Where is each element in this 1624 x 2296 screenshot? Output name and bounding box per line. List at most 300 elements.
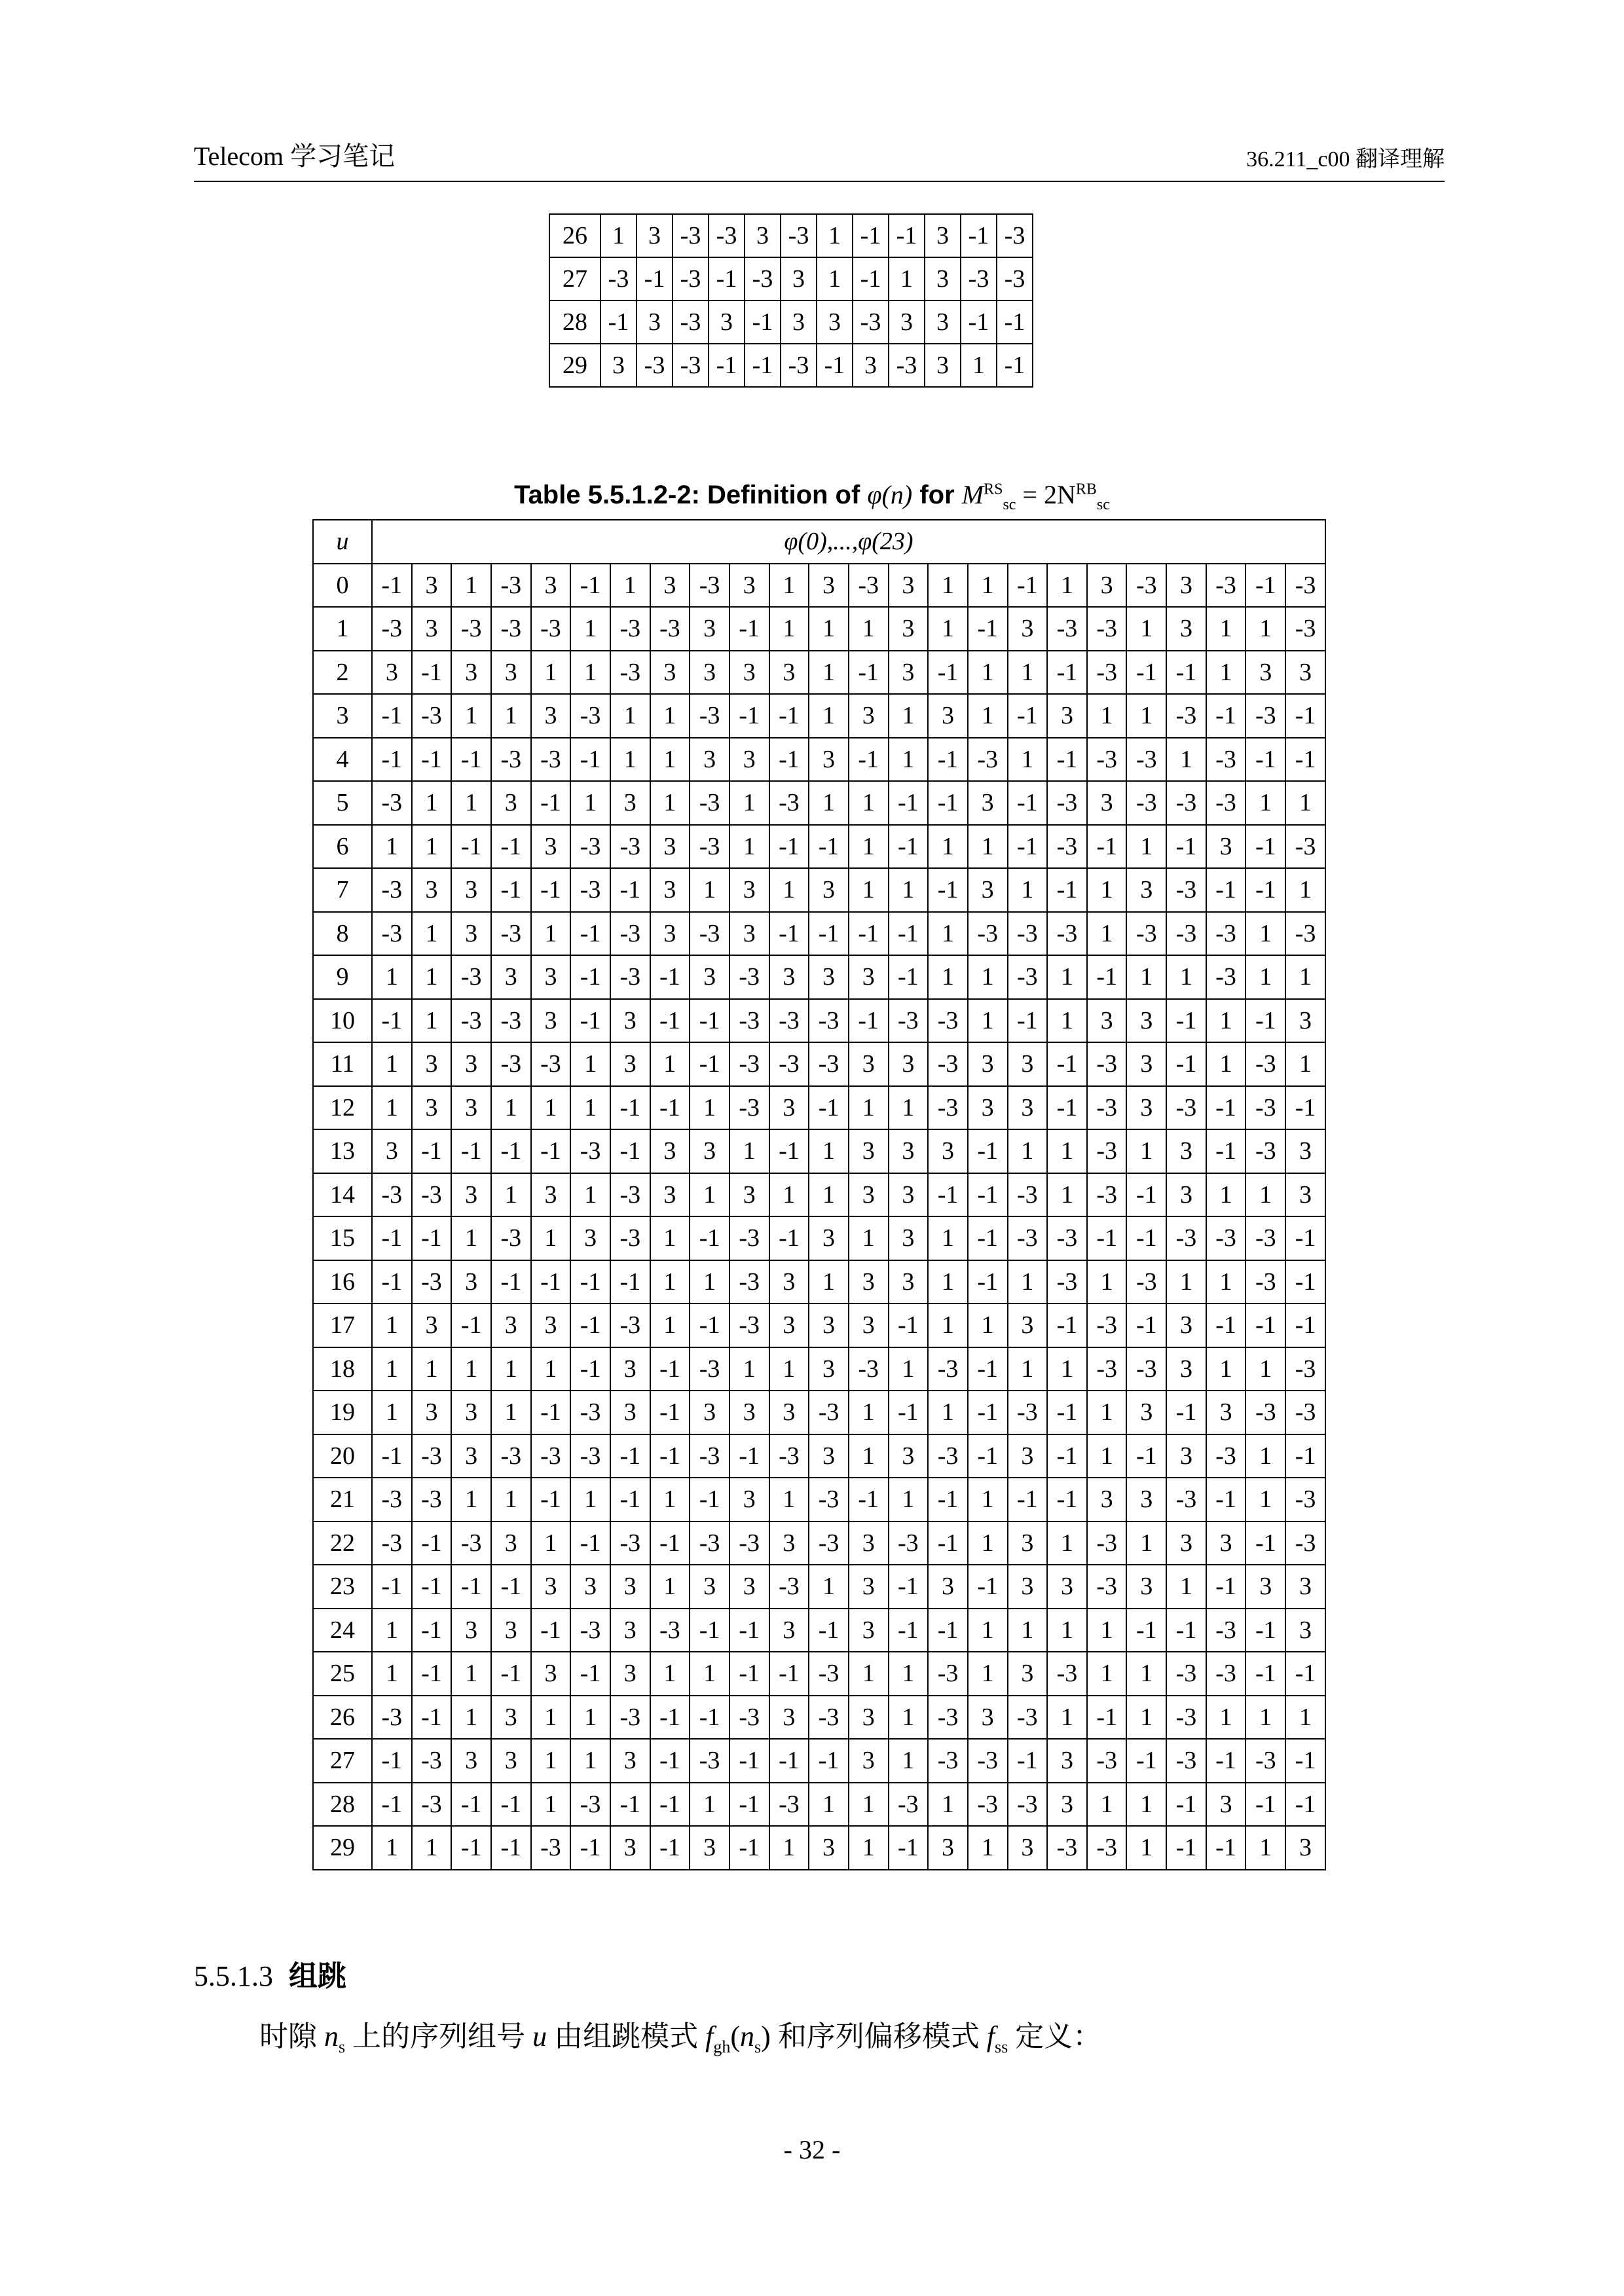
table-cell: 3 [531, 955, 571, 999]
table-cell: 3 [769, 1391, 809, 1434]
table-cell: -1 [968, 1391, 1008, 1434]
table-cell: -3 [451, 607, 491, 651]
table-cell: 1 [849, 868, 889, 912]
table-cell: -3 [600, 257, 637, 301]
table-cell: 1 [889, 1739, 929, 1783]
table-cell: -3 [1206, 1609, 1246, 1652]
table-cell: 3 [1166, 1434, 1206, 1478]
table-cell: -1 [729, 1609, 769, 1652]
table-cell: 1 [531, 1783, 571, 1827]
table-cell: -1 [570, 1652, 610, 1696]
table-cell: -3 [1126, 912, 1166, 956]
table-cell: 1 [729, 1347, 769, 1391]
table-row [313, 781, 1325, 825]
table-cell: -3 [491, 738, 531, 782]
table-cell: -1 [1047, 1086, 1087, 1130]
table-cell: -3 [928, 1434, 968, 1478]
table-cell: -1 [1206, 868, 1246, 912]
table-cell: 1 [928, 607, 968, 651]
table-cell: 1 [729, 825, 769, 869]
table-cell: 3 [849, 1042, 889, 1086]
table-cell: 3 [690, 1826, 729, 1870]
table-cell: -3 [1087, 738, 1127, 782]
row-index-cell: 22 [313, 1522, 372, 1565]
row-index-cell: 6 [313, 825, 372, 869]
table-cell: -3 [781, 344, 817, 387]
table-cell: 3 [412, 607, 452, 651]
table-row [313, 1609, 1325, 1652]
table-cell: -1 [650, 1522, 690, 1565]
table-cell: -1 [1087, 1216, 1127, 1260]
table-cell: -1 [570, 564, 610, 608]
table-cell: 3 [372, 1129, 412, 1173]
table-cell: -3 [412, 1478, 452, 1522]
table-cell: -1 [769, 912, 809, 956]
table-cell: -3 [729, 1216, 769, 1260]
table-cell: 1 [600, 214, 637, 257]
table-cell: 3 [889, 1129, 929, 1173]
table-cell: -1 [961, 214, 997, 257]
table-cell: -1 [729, 1434, 769, 1478]
table-cell: -3 [1008, 1216, 1048, 1260]
table-cell: 3 [769, 1522, 809, 1565]
table-cell: -3 [1285, 825, 1325, 869]
table-cell: 3 [1008, 1522, 1048, 1565]
table-cell: 1 [690, 1652, 729, 1696]
table-cell: 1 [889, 1086, 929, 1130]
table-cell: 1 [769, 1173, 809, 1217]
table-cell: -3 [1246, 1129, 1285, 1173]
table-cell: 1 [809, 651, 849, 695]
table-cell: -3 [1246, 1042, 1285, 1086]
table-cell: -3 [690, 1522, 729, 1565]
table-cell: -1 [1087, 955, 1127, 999]
table-row [313, 607, 1325, 651]
table-header-row [313, 520, 1325, 564]
table-cell: -3 [1008, 1783, 1048, 1827]
table-cell: 1 [491, 1173, 531, 1217]
table-cell: -1 [1206, 1303, 1246, 1347]
table-cell: 1 [968, 564, 1008, 608]
row-index-cell: 28 [549, 301, 600, 344]
table-cell: -1 [570, 738, 610, 782]
table-cell: 1 [1008, 1129, 1048, 1173]
table-cell: -3 [1246, 1391, 1285, 1434]
table-cell: 1 [570, 1042, 610, 1086]
table-cell: 3 [809, 868, 849, 912]
table-cell: -3 [531, 1434, 571, 1478]
table-cell: -3 [928, 1042, 968, 1086]
table-cell: -3 [1246, 1260, 1285, 1304]
table-cell: -3 [1166, 1652, 1206, 1696]
table-cell: 3 [1126, 1086, 1166, 1130]
table-cell: 1 [650, 1303, 690, 1347]
row-index-cell: 27 [313, 1739, 372, 1783]
table-cell: -1 [451, 738, 491, 782]
table-cell: -3 [1206, 781, 1246, 825]
table-cell: 1 [889, 868, 929, 912]
table-cell: -3 [1126, 1347, 1166, 1391]
table-cell: -1 [1008, 1739, 1048, 1783]
table-cell: 3 [531, 825, 571, 869]
table-cell: 1 [531, 1216, 571, 1260]
table-cell: 1 [531, 651, 571, 695]
table-cell: 3 [1087, 999, 1127, 1043]
table-cell: 3 [781, 257, 817, 301]
table-cell: 3 [451, 1609, 491, 1652]
table-cell: 3 [451, 868, 491, 912]
table-cell: -3 [412, 1434, 452, 1478]
table-cell: -3 [781, 214, 817, 257]
table-row [313, 1347, 1325, 1391]
table-cell: -3 [1087, 1826, 1127, 1870]
table-cell: -1 [769, 694, 809, 738]
table-cell: 3 [1285, 1173, 1325, 1217]
row-index-cell: 15 [313, 1216, 372, 1260]
table-row [313, 738, 1325, 782]
table-cell: -1 [889, 825, 929, 869]
table-cell: -1 [1246, 1652, 1285, 1696]
table-cell: -3 [1206, 1216, 1246, 1260]
table-cell: 3 [491, 1609, 531, 1652]
table-cell: 3 [650, 564, 690, 608]
table-cell: 3 [1246, 651, 1285, 695]
table-cell: 1 [1285, 955, 1325, 999]
table-cell: -1 [412, 1565, 452, 1609]
table-cell: 3 [1008, 1652, 1048, 1696]
table-cell: -3 [412, 1783, 452, 1827]
table-cell: -3 [729, 1696, 769, 1740]
table-cell: -1 [889, 1303, 929, 1347]
table-cell: -1 [1008, 781, 1048, 825]
table-cell: 3 [769, 1609, 809, 1652]
table-cell: -3 [1206, 738, 1246, 782]
table-cell: 3 [781, 301, 817, 344]
table-cell: 3 [690, 651, 729, 695]
table-cell: 3 [600, 344, 637, 387]
continuation-table [549, 213, 1033, 388]
table-cell: 1 [729, 1129, 769, 1173]
table-cell: -1 [849, 1478, 889, 1522]
table-cell: 1 [849, 781, 889, 825]
table-cell: -3 [1047, 607, 1087, 651]
table-cell: 3 [729, 868, 769, 912]
table-cell: 3 [491, 955, 531, 999]
table-cell: -1 [372, 1783, 412, 1827]
table-cell: 1 [809, 694, 849, 738]
table-cell: 3 [1047, 1739, 1087, 1783]
table-cell: -3 [491, 607, 531, 651]
table-cell: 1 [1246, 912, 1285, 956]
table-cell: 3 [610, 1042, 650, 1086]
table-cell: -1 [1285, 738, 1325, 782]
table-cell: -1 [1285, 1303, 1325, 1347]
table-cell: 1 [412, 999, 452, 1043]
table-cell: 3 [650, 1129, 690, 1173]
table-cell: 1 [451, 781, 491, 825]
table-cell: -1 [451, 825, 491, 869]
table-cell: 1 [1087, 1652, 1127, 1696]
table-cell: 3 [889, 1173, 929, 1217]
table-cell: 3 [1126, 999, 1166, 1043]
table-cell: -3 [769, 1565, 809, 1609]
table-cell: -3 [451, 999, 491, 1043]
table-cell: -3 [729, 1086, 769, 1130]
table-cell: -1 [769, 738, 809, 782]
table-cell: 3 [690, 1391, 729, 1434]
table-cell: 1 [1047, 955, 1087, 999]
table-cell: 1 [968, 955, 1008, 999]
table-cell: 3 [531, 564, 571, 608]
table-cell: -3 [928, 1696, 968, 1740]
table-cell: -3 [531, 607, 571, 651]
table-cell: -3 [1126, 1260, 1166, 1304]
table-cell: -1 [968, 1347, 1008, 1391]
table-cell: -1 [817, 344, 853, 387]
table-cell: 1 [1285, 781, 1325, 825]
table-cell: -3 [1166, 868, 1206, 912]
table-cell: 1 [412, 781, 452, 825]
table-cell: 3 [1166, 1303, 1206, 1347]
header-u: u [313, 520, 372, 564]
table-cell: 3 [968, 1042, 1008, 1086]
table-cell: -3 [610, 955, 650, 999]
table-cell: 3 [849, 1303, 889, 1347]
table-cell: -3 [1285, 607, 1325, 651]
table-cell: 3 [1087, 564, 1127, 608]
table-cell: 3 [412, 1086, 452, 1130]
table-cell: -3 [729, 955, 769, 999]
table-cell: 3 [809, 955, 849, 999]
table-cell: 3 [849, 1739, 889, 1783]
table-cell: 1 [1008, 738, 1048, 782]
table-cell: -3 [1047, 912, 1087, 956]
table-cell: -1 [709, 257, 745, 301]
table-cell: -3 [610, 1696, 650, 1740]
table-cell: -1 [745, 344, 781, 387]
table-cell: -3 [1206, 1434, 1246, 1478]
table-cell: 3 [1166, 564, 1206, 608]
table-cell: -3 [412, 1739, 452, 1783]
table-cell: 3 [849, 1565, 889, 1609]
table-cell: 1 [1087, 1260, 1127, 1304]
table-cell: 1 [1126, 955, 1166, 999]
table-row [313, 1173, 1325, 1217]
table-cell: -1 [849, 651, 889, 695]
table-cell: 3 [925, 301, 961, 344]
table-cell: 3 [729, 1173, 769, 1217]
table-cell: -1 [997, 344, 1033, 387]
table-cell: 3 [809, 1347, 849, 1391]
table-cell: -1 [849, 912, 889, 956]
table-cell: -1 [968, 1173, 1008, 1217]
table-cell: -3 [968, 1783, 1008, 1827]
table-cell: -1 [928, 1522, 968, 1565]
table-row [313, 1783, 1325, 1827]
table-cell: 3 [1206, 1783, 1246, 1827]
table-cell: 1 [531, 1347, 571, 1391]
table-cell: -3 [809, 1696, 849, 1740]
table-cell: 1 [1087, 1609, 1127, 1652]
table-cell: 1 [451, 1696, 491, 1740]
row-index-cell: 5 [313, 781, 372, 825]
table-cell: 1 [570, 1739, 610, 1783]
table-cell: -1 [1285, 694, 1325, 738]
table-cell: 1 [968, 1478, 1008, 1522]
table-cell: -1 [1047, 1303, 1087, 1347]
table-cell: -1 [531, 868, 571, 912]
table-cell: -1 [1246, 1783, 1285, 1827]
table-cell: 1 [1285, 1696, 1325, 1740]
table-cell: -1 [729, 1652, 769, 1696]
table-row [313, 1739, 1325, 1783]
table-cell: -3 [809, 1522, 849, 1565]
table-cell: 3 [650, 912, 690, 956]
table-cell: 3 [1206, 1522, 1246, 1565]
table-cell: -1 [372, 1739, 412, 1783]
table-cell: 3 [1246, 1565, 1285, 1609]
table-cell: 3 [769, 1303, 809, 1347]
table-cell: 1 [1206, 651, 1246, 695]
table-row [313, 868, 1325, 912]
table-cell: 1 [769, 1478, 809, 1522]
table-cell: -1 [968, 1216, 1008, 1260]
table-cell: -1 [1087, 825, 1127, 869]
table-cell: 3 [925, 214, 961, 257]
table-cell: -3 [372, 1478, 412, 1522]
table-cell: 1 [1206, 1696, 1246, 1740]
table-cell: -3 [1206, 564, 1246, 608]
table-cell: 1 [531, 1086, 571, 1130]
table-cell: -1 [570, 1347, 610, 1391]
table-cell: -3 [1047, 1826, 1087, 1870]
table-cell: -1 [1246, 868, 1285, 912]
table-cell: 1 [412, 1826, 452, 1870]
table-cell: 3 [491, 1522, 531, 1565]
table-cell: -3 [610, 651, 650, 695]
table-cell: -3 [673, 257, 709, 301]
table-cell: 1 [849, 1391, 889, 1434]
table-cell: 1 [451, 1478, 491, 1522]
header-left-title: Telecom 学习笔记 [194, 141, 396, 171]
table-cell: 1 [1047, 999, 1087, 1043]
table-row [313, 1434, 1325, 1478]
table-cell: -1 [650, 1086, 690, 1130]
table-cell: 3 [412, 1391, 452, 1434]
table-cell: -3 [1087, 1347, 1127, 1391]
table-cell: -1 [928, 738, 968, 782]
table-cell: -1 [690, 999, 729, 1043]
table-cell: -3 [729, 1522, 769, 1565]
table-cell: 1 [1047, 1173, 1087, 1217]
table-cell: -1 [1285, 1652, 1325, 1696]
table-cell: -3 [961, 257, 997, 301]
header-phi: φ(0),...,φ(23) [372, 520, 1325, 564]
table-cell: -1 [412, 1522, 452, 1565]
table-cell: -3 [769, 1434, 809, 1478]
table-row [313, 1260, 1325, 1304]
table-cell: 1 [531, 1739, 571, 1783]
table-cell: -3 [570, 1783, 610, 1827]
table-cell: -1 [600, 301, 637, 344]
table-cell: -1 [491, 1129, 531, 1173]
table-cell: -1 [1166, 651, 1206, 695]
table-cell: 3 [889, 564, 929, 608]
table-cell: -3 [570, 825, 610, 869]
table-cell: 1 [1126, 1522, 1166, 1565]
table-cell: -3 [1047, 1216, 1087, 1260]
table-cell: 3 [1008, 1303, 1048, 1347]
table-cell: -1 [889, 1565, 929, 1609]
table-cell: -1 [650, 1434, 690, 1478]
table-cell: 3 [1126, 1391, 1166, 1434]
table-cell: -1 [372, 1260, 412, 1304]
table-cell: -3 [1285, 1347, 1325, 1391]
table-cell: 1 [451, 1216, 491, 1260]
table-cell: 3 [650, 1173, 690, 1217]
table-cell: -1 [531, 1391, 571, 1434]
table-cell: 1 [769, 1826, 809, 1870]
table-cell: -1 [1008, 694, 1048, 738]
table-cell: -1 [690, 1478, 729, 1522]
table-cell: 3 [1008, 607, 1048, 651]
table-row [313, 1216, 1325, 1260]
table-cell: -3 [650, 1609, 690, 1652]
section-number: 5.5.1.3 [194, 1960, 273, 1992]
table-cell: 3 [451, 651, 491, 695]
table-cell: 3 [1008, 1826, 1048, 1870]
table-cell: 3 [650, 825, 690, 869]
table-cell: -1 [1087, 1696, 1127, 1740]
table-cell: -3 [1087, 1739, 1127, 1783]
row-index-cell: 29 [313, 1826, 372, 1870]
table-cell: -3 [1008, 1173, 1048, 1217]
table-cell: -1 [570, 955, 610, 999]
table-row [313, 1696, 1325, 1740]
table-cell: 1 [769, 868, 809, 912]
table-cell: -1 [1126, 1173, 1166, 1217]
table-cell: -3 [1285, 564, 1325, 608]
table-cell: 3 [849, 1696, 889, 1740]
table-cell: -1 [1246, 999, 1285, 1043]
table-cell: 1 [1126, 1826, 1166, 1870]
table-cell: 1 [372, 1086, 412, 1130]
table-cell: 3 [610, 781, 650, 825]
table-cell: -3 [1206, 912, 1246, 956]
table-cell: 3 [809, 1826, 849, 1870]
table-cell: -1 [531, 1609, 571, 1652]
table-cell: -1 [1206, 1086, 1246, 1130]
table-cell: -1 [968, 1565, 1008, 1609]
table-cell: -1 [372, 694, 412, 738]
table-cell: 1 [1246, 1434, 1285, 1478]
row-index-cell: 16 [313, 1260, 372, 1304]
table-cell: -1 [1126, 1609, 1166, 1652]
table-cell: 3 [769, 1086, 809, 1130]
table-cell: -3 [1166, 694, 1206, 738]
table-cell: -1 [928, 1609, 968, 1652]
table-cell: -3 [531, 738, 571, 782]
table-cell: -1 [451, 1129, 491, 1173]
table-cell: -1 [1166, 1826, 1206, 1870]
table-cell: -3 [853, 301, 889, 344]
table-cell: -1 [1166, 999, 1206, 1043]
table-cell: -3 [889, 999, 929, 1043]
table-cell: -3 [729, 1042, 769, 1086]
table-cell: -1 [1126, 1434, 1166, 1478]
table-cell: -3 [610, 912, 650, 956]
table-cell: 1 [491, 694, 531, 738]
